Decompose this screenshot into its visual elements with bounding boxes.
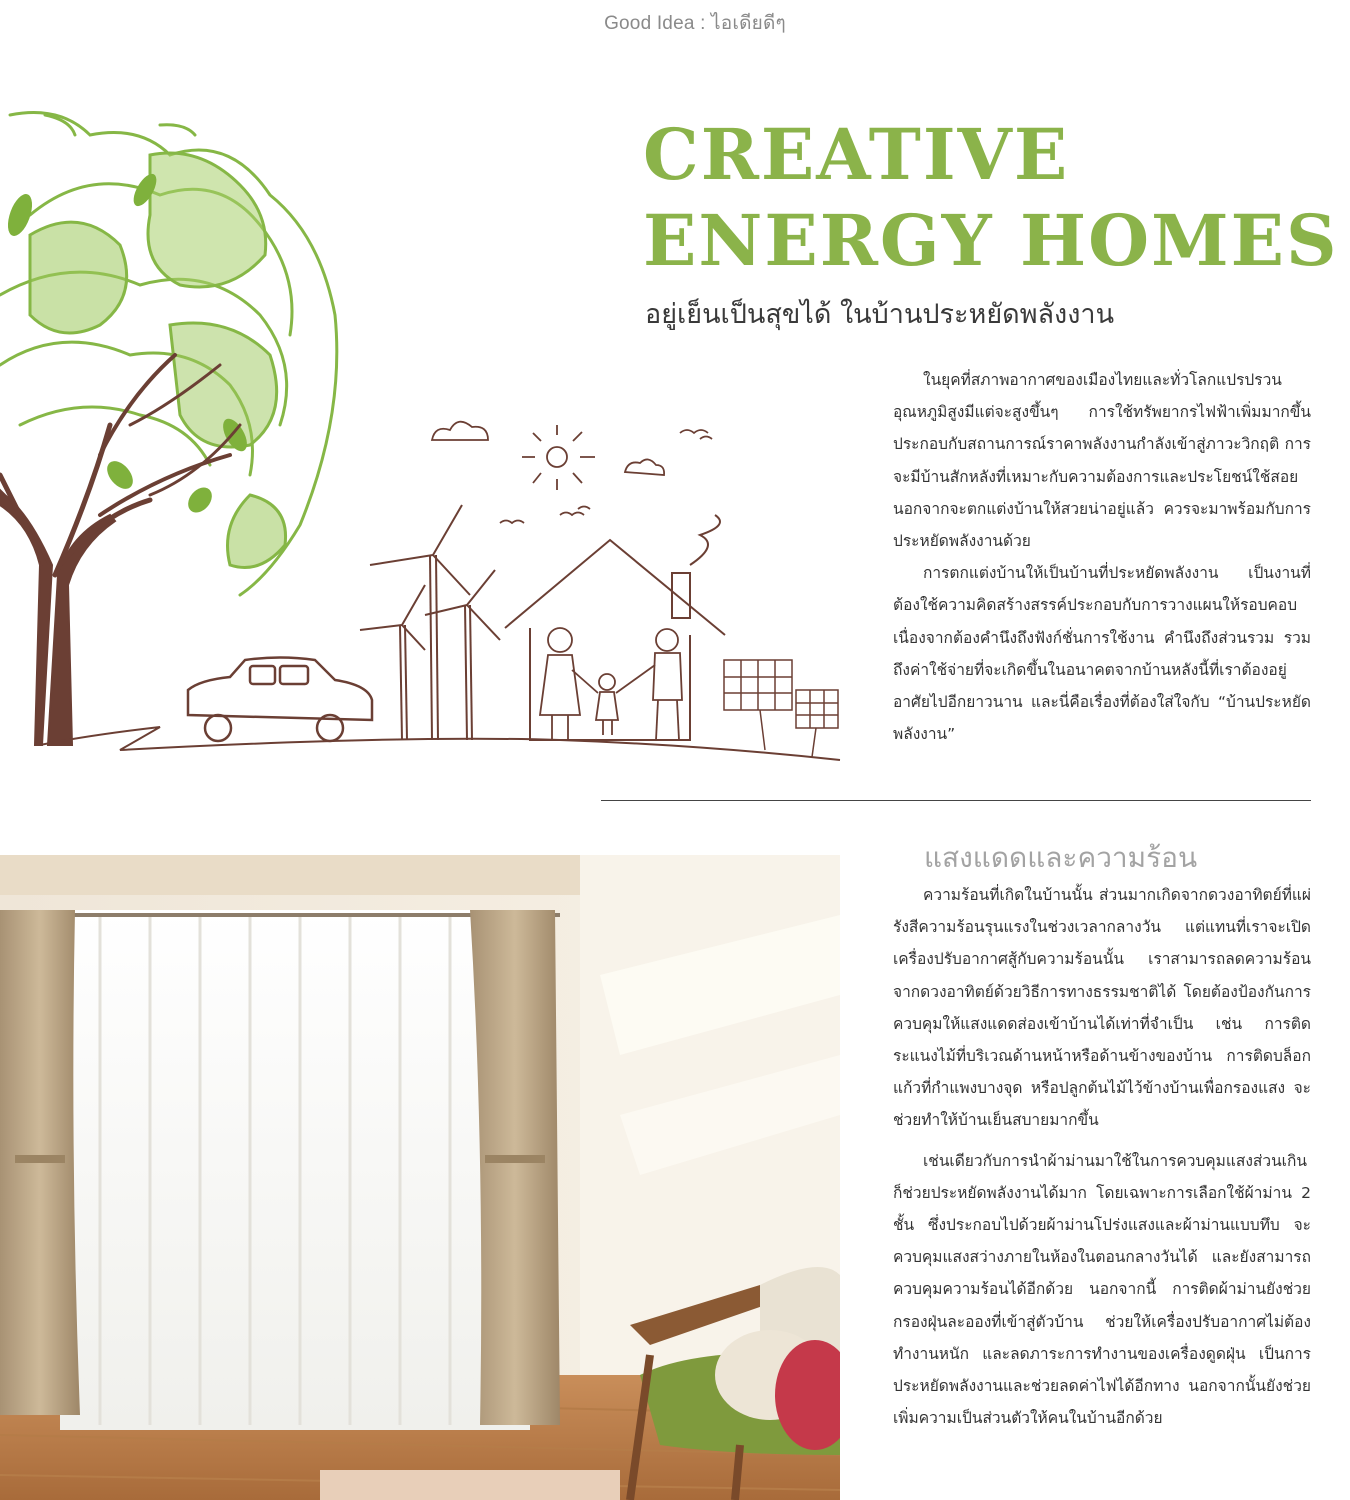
globe-foliage	[0, 113, 337, 596]
intro-text	[893, 364, 1311, 750]
intro-paragraph-1: ในยุคที่สภาพอากาศของเมืองไทยและทั่วโลกแปรปรวน อุณหภูมิสูงมีแต่จะสูงขึ้นๆ การใช้ทรัพยากรไฟฟ้าเพิ่มมากขึ้น ประกอบกับสถานการณ์ราคาพลังงานกำลังเข้าสู่ภาวะวิกฤติ การจะมีบ้านสักหลังที่เหมาะกับความต้องการและประโยชน์ใช้สอย นอกจากจะตกแต่งบ้านให้สวยน่าอยู่แล้ว ควรจะมาพร้อมกับการประหยัดพลังงานด้วย	[893, 371, 1311, 551]
title-line-2: ENERGY HOMES	[643, 199, 1339, 282]
article-title	[643, 112, 1343, 284]
house-sketch	[505, 515, 725, 740]
ground-line	[40, 727, 840, 760]
section-text	[893, 879, 1311, 1434]
curtain-room-photo	[0, 855, 840, 1500]
page-header: Good Idea : ไอเดียดีๆ	[604, 13, 786, 34]
sky-sketch	[432, 422, 712, 523]
section-divider	[601, 800, 1311, 801]
section-heading: แสงแดดและความร้อน	[924, 841, 1198, 874]
section-paragraph-1: ความร้อนที่เกิดในบ้านนั้น ส่วนมากเกิดจากดวงอาทิตย์ที่แผ่รังสีความร้อนรุนแรงในช่วงเวลากลางวัน แต่แทนที่เราจะเปิดเครื่องปรับอากาศสู้กับความร้อนนั้น เราสามารถลดความร้อนจากดวงอาทิตย์ด้วยวิธีการทางธรรมชาติได้ โดยต้องป้องกันการควบคุมให้แสงแดดส่องเข้าบ้านได้เท่าที่จำเป็น เช่น การติดระแนงไม้ที่บริเวณด้านหน้าหรือด้านข้างของบ้าน การติดบล็อกแก้วที่กำแพงบางจุด หรือปลูกต้นไม้ไว้ข้างบ้านเพื่อกรองแสง จะช่วยทำให้บ้านเย็นสบายมากขึ้น	[893, 886, 1311, 1130]
wind-turbines	[360, 505, 500, 740]
car-sketch	[188, 658, 372, 742]
article-subtitle: อยู่เย็นเป็นสุขได้ ในบ้านประหยัดพลังงาน	[645, 299, 1115, 330]
intro-paragraph-2: การตกแต่งบ้านให้เป็นบ้านที่ประหยัดพลังงาน เป็นงานที่ต้องใช้ความคิดสร้างสรรค์ประกอบกับการวางแผนให้รอบคอบ เนื่องจากต้องคำนึงถึงฟังก์ชั่นการใช้งาน คำนึงถึงส่วนรวม รวมถึงค่าใช้จ่ายที่จะเกิดขึ้นในอนาคตจากบ้านหลังนี้ที่เราต้องอยู่อาศัยไปอีกยาวนาน และนี่คือเรื่องที่ต้องใส่ใจกับ “บ้านประหยัดพลังงาน”	[893, 564, 1311, 744]
solar-panels	[724, 660, 838, 757]
family-sketch	[540, 628, 682, 740]
section-paragraph-2: เช่นเดียวกับการนำผ้าม่านมาใช้ในการควบคุมแสงส่วนเกินก็ช่วยประหยัดพลังงานได้มาก โดยเฉพาะการเลือกใช้ผ้าม่าน 2 ชั้น ซึ่งประกอบไปด้วยผ้าม่านโปร่งแสงและผ้าม่านแบบทึบ จะควบคุมแสงสว่างภายในห้องในตอนกลางวันได้ และยังสามารถควบคุมความร้อนได้อีกด้วย นอกจากนี้ การติดผ้าม่านยังช่วยกรองฝุ่นละอองที่เข้าสู่ตัวบ้าน ช่วยให้เครื่องปรับอากาศไม่ต้องทำงานหนัก และลดภาระการทำงานของเครื่องดูดฝุ่น เป็นการประหยัดพลังงานและช่วยลดค่าไฟได้อีกทาง นอกจากนั้นยังช่วยเพิ่มความเป็นส่วนตัวให้คนในบ้านอีกด้วย	[893, 1151, 1311, 1428]
title-line-1: CREATIVE	[643, 113, 1070, 196]
